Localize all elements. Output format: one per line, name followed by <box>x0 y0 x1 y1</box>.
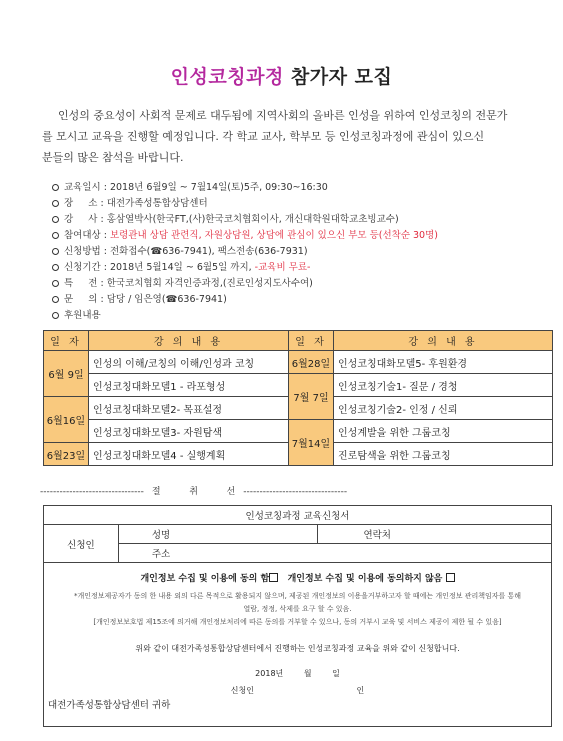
detail-period: 신청기간 : 2018년 5월14일 ~ 6월5일 까지, -교육비 무료- <box>52 260 552 276</box>
disagree-checkbox[interactable] <box>446 573 455 582</box>
header-content: 강 의 내 용 <box>334 331 553 351</box>
circle-bullet-icon <box>52 232 59 239</box>
table-row <box>44 374 553 397</box>
detail-benefit: 특 전 : 한국코치협회 자격인증과정,(진로인성지도사수여) <box>52 276 552 292</box>
circle-bullet-icon <box>52 184 59 191</box>
detail-lecturer: 강 사 : 홍삼열박사(한국FT,(사)한국코치협회이사, 개신대학원대학교초빙교수) <box>52 212 552 228</box>
schedule-date: 7월14일 <box>289 420 334 466</box>
detail-date: 교육일시 : 2018년 6월9일 ~ 7월14일(토)5주, 09:30~16:30 <box>52 180 552 196</box>
address-field[interactable] <box>118 544 551 563</box>
circle-bullet-icon <box>52 264 59 271</box>
cut-line-label: 절 취 선 <box>151 487 236 497</box>
schedule-lecture: 인성의 이해/코칭의 이해/인성과 코칭 <box>89 351 289 374</box>
applicant-label: 신청인 <box>44 525 119 563</box>
privacy-note: 열람, 정정, 삭제를 요구 할 수 있음. <box>243 605 352 613</box>
detail-contact: 문 의 : 담당 / 임은영(☎636-7941) <box>52 292 552 308</box>
page-title <box>0 62 563 89</box>
form-title: 인성코칭과정 교육신청서 <box>44 506 552 525</box>
schedule-lecture: 인성코칭기술1- 질문 / 경청 <box>334 374 553 397</box>
signature-line: 신청인 인 <box>230 686 365 695</box>
table-row <box>44 351 553 374</box>
application-date: 2018년 월 일 <box>255 669 340 678</box>
detail-apply: 신청방법 : 전화접수(☎636-7941), 팩스전송(636-7931) <box>52 244 552 260</box>
schedule-lecture: 인성코칭기술2- 인정 / 신뢰 <box>334 397 553 420</box>
circle-bullet-icon <box>52 312 59 319</box>
schedule-date: 6월16일 <box>44 397 89 443</box>
request-statement: 위와 같이 대전가족성통합상담센터에서 진행하는 인성코칭과정 교육을 위와 같이 신청합니다. <box>135 644 460 653</box>
schedule-date: 6월23일 <box>44 443 89 466</box>
recipient: 대전가족성통합상담센터 귀하 <box>48 700 171 711</box>
details-list <box>52 180 552 324</box>
schedule-table <box>43 330 553 466</box>
schedule-date: 6월28일 <box>289 351 334 374</box>
privacy-note: *개인정보제공자가 동의 한 내용 외의 다른 목적으로 활용되지 않으며, 제공된 개인정보의 이용을거부하고자 할 때에는 개인정보 관리책임자를 통해 <box>73 592 522 600</box>
schedule-date: 6월 9일 <box>44 351 89 397</box>
circle-bullet-icon <box>52 280 59 287</box>
title-main: 인성코칭과정 <box>170 66 284 88</box>
schedule-lecture: 인성계발을 위한 그룹코칭 <box>334 420 553 443</box>
circle-bullet-icon <box>52 248 59 255</box>
title-sub: 참가자 모집 <box>290 66 393 88</box>
header-date: 일 자 <box>44 331 89 351</box>
schedule-lecture: 진로탐색을 위한 그룹코칭 <box>334 443 553 466</box>
intro-line: 분들의 많은 참석을 바랍니다. <box>42 151 184 164</box>
schedule-lecture: 인성코칭대화모델1 - 라포형성 <box>89 374 289 397</box>
intro-line: 인성의 중요성이 사회적 문제로 대두됨에 지역사회의 올바른 인성을 위하여 인성코칭의 전문가 <box>58 109 508 122</box>
detail-target: 참여대상 : 보령관내 상담 관련직, 자원상담원, 상담에 관심이 있으신 부모 등(선착순 30명) <box>52 228 552 244</box>
name-field[interactable] <box>118 525 318 544</box>
cut-line: -------------------------------- 절 취 선 -------------------------------- <box>40 487 348 497</box>
privacy-note: [개인정보보호법 제15조에 의거해 개인정보처리에 따른 동의를 거부할 수 있으나, 동의 거부시 교육 및 서비스 제공이 제한 될 수 있음] <box>93 618 502 626</box>
agree-checkbox[interactable] <box>269 573 278 582</box>
circle-bullet-icon <box>52 216 59 223</box>
header-content: 강 의 내 용 <box>89 331 289 351</box>
detail-place: 장 소 : 대전가족성통합상담센터 <box>52 196 552 212</box>
schedule-header-row <box>44 331 553 351</box>
intro-line: 를 모시고 교육을 진행할 예정입니다. 각 학교 교사, 학부모 등 인성코칭과정에 관심이 있으신 <box>42 130 485 143</box>
circle-bullet-icon <box>52 200 59 207</box>
header-date: 일 자 <box>289 331 334 351</box>
application-form <box>43 505 552 727</box>
phone-field[interactable] <box>318 525 552 544</box>
schedule-lecture: 인성코칭대화모델2- 목표설정 <box>89 397 289 420</box>
name-label: 성명 <box>151 530 171 541</box>
detail-sponsor: 후원내용 <box>52 308 552 324</box>
address-label: 주소 <box>151 549 171 560</box>
schedule-date: 7월 7일 <box>289 374 334 420</box>
schedule-lecture: 인성코칭대화모델5- 후원환경 <box>334 351 553 374</box>
consent-options: 개인정보 수집 및 이용에 동의 함 개인정보 수집 및 이용에 동의하지 않음 <box>49 571 546 584</box>
table-row <box>44 420 553 443</box>
schedule-lecture: 인성코칭대화모델3- 자원탐색 <box>89 420 289 443</box>
circle-bullet-icon <box>52 296 59 303</box>
phone-label: 연락처 <box>363 530 391 541</box>
schedule-lecture: 인성코칭대화모델4 - 실행계획 <box>89 443 289 466</box>
intro-text <box>42 105 542 168</box>
